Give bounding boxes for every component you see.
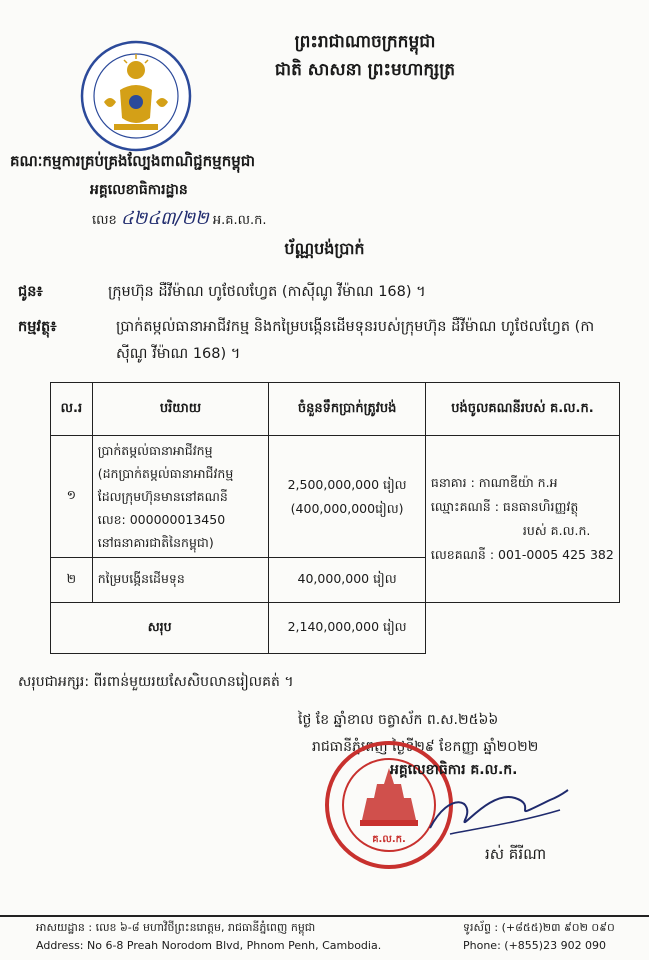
desc-line: ប្រាក់តម្កល់ធានាអាជីវកម្ម [97, 443, 213, 458]
header-description: បរិយាយ [92, 383, 269, 436]
footer-address-en: Address: No 6-8 Preah Norodom Blvd, Phnom Penh, Cambodia. [36, 939, 382, 952]
header-account: បង់ចូលគណនីរបស់ គ.ល.ក. [425, 383, 619, 436]
row-no: ២ [51, 558, 93, 603]
table-header-row [51, 383, 620, 436]
national-motto: ជាតិ សាសនា ព្រះមហាក្សត្រ [274, 60, 456, 80]
signatory-title: អគ្គលេខាធិការ គ.ល.ក. [390, 762, 518, 778]
footer-phone-en: Phone: (+855)23 902 090 [463, 939, 607, 952]
table-total-row [51, 603, 620, 654]
footer-divider [0, 915, 649, 917]
footer-address-km: អាសយដ្ឋាន : លេខ ៦-៨ មហាវិថីព្រះនរោត្តម, រាជធានីភ្នំពេញ កម្ពុជា [36, 921, 316, 934]
row-amount [269, 436, 426, 558]
header-no: ល.រ [51, 383, 93, 436]
header-amount: ចំនួនទឹកប្រាក់ត្រូវបង់ [269, 383, 426, 436]
department-name: អគ្គលេខាធិការដ្ឋាន [90, 182, 188, 198]
ref-suffix: អ.គ.ល.ក. [212, 213, 267, 228]
account-number-line [431, 543, 614, 567]
reference-line [92, 206, 267, 233]
organization-logo-icon [80, 40, 192, 152]
empty-cell [425, 603, 619, 654]
ref-label: លេខ [92, 213, 117, 228]
row-amount: 40,000,000 រៀល [269, 558, 426, 603]
recipient-row [18, 283, 633, 304]
kingdom-header [250, 28, 480, 84]
desc-line: (ដកប្រាក់តម្កល់ធានាអាជីវកម្ម [97, 466, 234, 481]
table-row [51, 436, 620, 558]
account-number-value: : 001-0005 425 382 [489, 547, 614, 562]
bank-value: : កាណាឌីយ៉ា ក.អ [470, 475, 558, 490]
total-label: សរុប [51, 603, 269, 654]
desc-line: នៅធនាគារជាតិនៃកម្ពុជា) [97, 535, 214, 550]
account-name-value: : ធនធានហិរញ្ញវត្ថុ [494, 499, 579, 514]
payment-table [50, 382, 620, 654]
document-title: ប័ណ្ណបង់ប្រាក់ [284, 239, 365, 258]
desc-line: ដែលក្រុមហ៊ុនមាននៅគណនី [97, 489, 228, 504]
signer-name: រស់ គីរីណា [485, 845, 547, 863]
account-name-label: ឈ្មោះគណនី [430, 499, 491, 514]
desc-line: លេខ: 000000013450 [97, 512, 226, 527]
account-details [425, 436, 619, 603]
amount-sub-value: (400,000,000រៀល) [290, 500, 404, 516]
recipient-value: ក្រុមហ៊ុន ដឺវីម៉ាណ ហូថែលហ្វែត (កាស៊ីណូ វីម៉ាណ 168) ។ [108, 284, 426, 300]
total-amount: 2,140,000,000 រៀល [269, 603, 426, 654]
amount-value: 2,500,000,000 រៀល [287, 476, 407, 492]
subject-row [18, 314, 633, 368]
ref-number: ៤២៤៣/២២ [120, 208, 209, 229]
stamp-text: គ.ល.ក. [372, 834, 406, 845]
solar-date: រាជធានីភ្នំពេញ ថ្ងៃទី២៩ ខែកញ្ញា ឆ្នាំ២០២២ [312, 739, 539, 755]
organization-name: គណៈកម្មការគ្រប់គ្រងល្បែងពាណិជ្ជកម្មកម្ពុជា [10, 152, 256, 170]
bank-line [431, 471, 614, 495]
kingdom-name: ព្រះរាជាណាចក្រកម្ពុជា [294, 32, 436, 52]
row-description [92, 436, 269, 558]
subject-value: ប្រាក់តម្កល់ធានាអាជីវកម្ម និងកម្រៃបង្កើនដើមទុនរបស់ក្រុមហ៊ុន ដឺវីម៉ាណ ហូថែលហ្វែត (កាស៊ីណូ វីម៉ាណ 168) ។ [116, 319, 595, 362]
handwritten-signature-icon [420, 770, 570, 850]
recipient-label: ជូន៖ [18, 284, 43, 300]
lunar-date: ថ្ងៃ ខែ ឆ្នាំខាល ចត្វាស័ក ព.ស.២៥៦៦ [298, 712, 499, 728]
account-name-line [431, 495, 614, 519]
account-number-label: លេខគណនី [430, 547, 486, 562]
amount-in-words: សរុបជាអក្សរ: ពីរពាន់មួយរយសែសិបលានរៀលគត់ ។ [18, 674, 294, 690]
account-name-line-2: របស់ គ.ល.ក. [522, 523, 591, 538]
row-description: កម្រៃបង្កើនដើមទុន [92, 558, 269, 603]
bank-label: ធនាគារ [430, 475, 467, 490]
row-no: ១ [51, 436, 93, 558]
footer-phone-km: ទូរស័ព្ទ : (+៨៥៥)២៣ ៩០២ ០៩០ [463, 921, 615, 934]
subject-label: កម្មវត្ថុ៖ [18, 319, 57, 335]
